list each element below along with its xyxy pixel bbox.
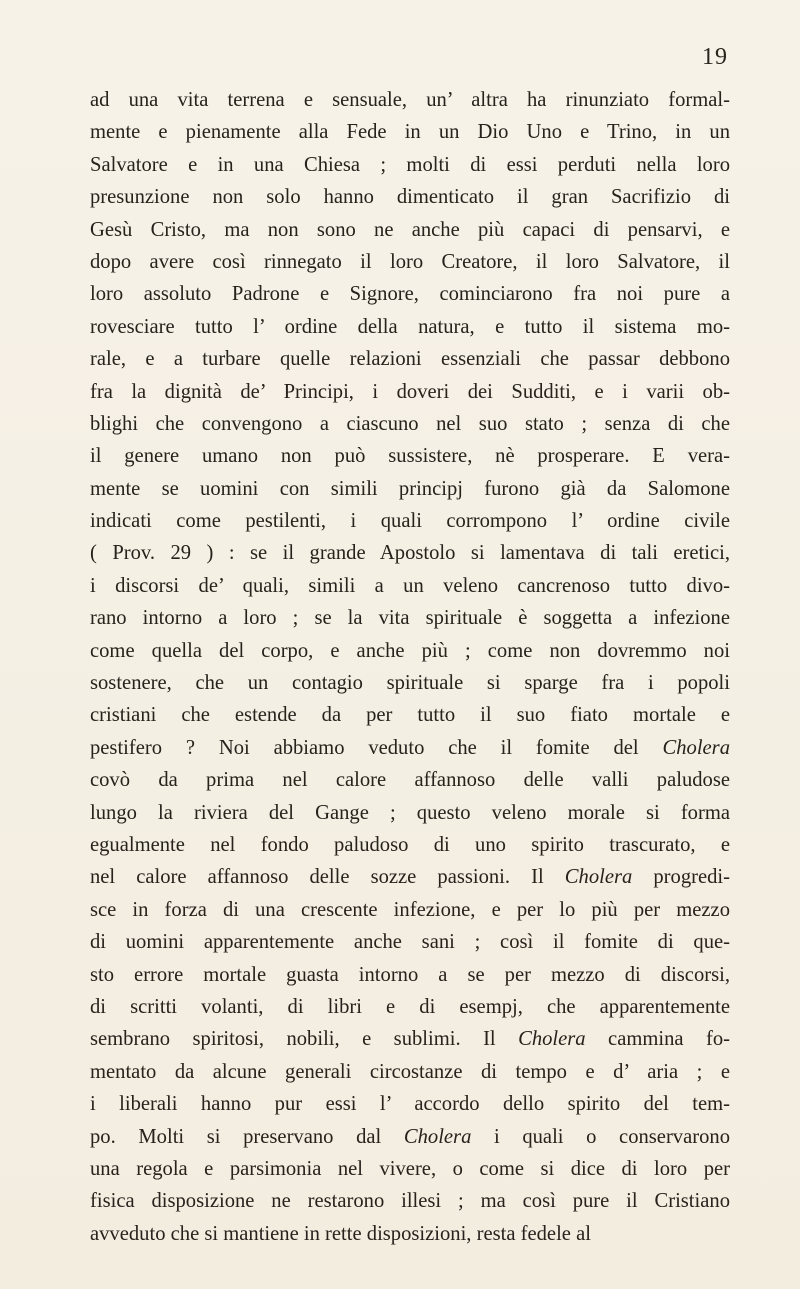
text-line: sto errore mortale guasta intorno a se per mezzo di discorsi, — [90, 963, 730, 986]
text-line: pestifero ? Noi abbiamo veduto che il fomite del Cholera — [90, 736, 730, 759]
text-line: ad una vita terrena e sensuale, un’ altra ha rinunziato formal- — [90, 89, 730, 111]
text-line: blighi che convengono a ciascuno nel suo stato ; senza di che — [90, 412, 730, 435]
text-line: di scritti volanti, di libri e di esempj, che apparentemente — [90, 995, 730, 1018]
text-line: Salvatore e in una Chiesa ; molti di essi perduti nella loro — [90, 153, 730, 176]
text-line: sostenere, che un contagio spirituale si sparge fra i popoli — [90, 672, 730, 695]
text-line: di uomini apparentemente anche sani ; così il fomite di que- — [90, 931, 730, 954]
text-line: sce in forza di una crescente infezione, e per lo più per mezzo — [90, 898, 730, 921]
text-line: nel calore affannoso delle sozze passioni. Il Cholera progredi- — [90, 866, 730, 889]
text-line: il genere umano non può sussistere, nè prosperare. E vera- — [90, 445, 730, 468]
body-text — [90, 84, 730, 1250]
text-line: rale, e a turbare quelle relazioni essenziali che passar debbono — [90, 348, 730, 371]
text-line: po. Molti si preservano dal Cholera i quali o conservarono — [90, 1125, 730, 1148]
text-line: indicati come pestilenti, i quali corrompono l’ ordine civile — [90, 510, 730, 533]
text-line: dopo avere così rinnegato il loro Creatore, il loro Salvatore, il — [90, 250, 730, 273]
text-line: rovesciare tutto l’ ordine della natura, e tutto il sistema mo- — [90, 315, 730, 338]
italic-term: Cholera — [518, 1028, 586, 1051]
text-line: fisica disposizione ne restarono illesi ; ma così pure il Cristiano — [90, 1190, 730, 1213]
text-line: avveduto che si mantiene in rette disposizioni, resta fedele al — [90, 1222, 591, 1245]
text-line: come quella del corpo, e anche più ; come non dovremmo noi — [90, 639, 730, 662]
text-line: mentato da alcune generali circostanze di tempo e d’ aria ; e — [90, 1060, 730, 1083]
text-line: egualmente nel fondo paludoso di uno spirito trascurato, e — [90, 833, 730, 856]
text-line: fra la dignità de’ Principi, i doveri dei Sudditi, e i varii ob- — [90, 380, 730, 403]
text-line: cristiani che estende da per tutto il suo fiato mortale e — [90, 704, 730, 727]
text-line: Gesù Cristo, ma non sono ne anche più capaci di pensarvi, e — [90, 218, 730, 241]
text-line: loro assoluto Padrone e Signore, cominciarono fra noi pure a — [90, 283, 730, 306]
text-line: lungo la riviera del Gange ; questo veleno morale si forma — [90, 801, 730, 824]
text-line: mente se uomini con simili principj furono già da Salomone — [90, 477, 730, 500]
text-line: i liberali hanno pur essi l’ accordo dello spirito del tem- — [90, 1093, 730, 1116]
italic-term: Cholera — [662, 736, 730, 759]
italic-term: Cholera — [564, 866, 633, 889]
italic-term: Cholera — [403, 1125, 472, 1148]
page-number: 19 — [702, 44, 728, 70]
text-line: mente e pienamente alla Fede in un Dio Uno e Trino, in un — [90, 121, 730, 144]
text-line: una regola e parsimonia nel vivere, o come si dice di loro per — [90, 1157, 730, 1180]
text-line: sembrano spiritosi, nobili, e sublimi. Il Cholera cammina fo- — [90, 1028, 730, 1051]
text-line: presunzione non solo hanno dimenticato il gran Sacrifizio di — [90, 186, 730, 209]
text-line: ( Prov. 29 ) : se il grande Apostolo si lamentava di tali eretici, — [90, 542, 730, 565]
text-line: rano intorno a loro ; se la vita spirituale è soggetta a infezione — [90, 607, 730, 630]
text-line: covò da prima nel calore affannoso delle valli paludose — [90, 769, 730, 792]
text-line: i discorsi de’ quali, simili a un veleno cancrenoso tutto divo- — [90, 574, 730, 597]
